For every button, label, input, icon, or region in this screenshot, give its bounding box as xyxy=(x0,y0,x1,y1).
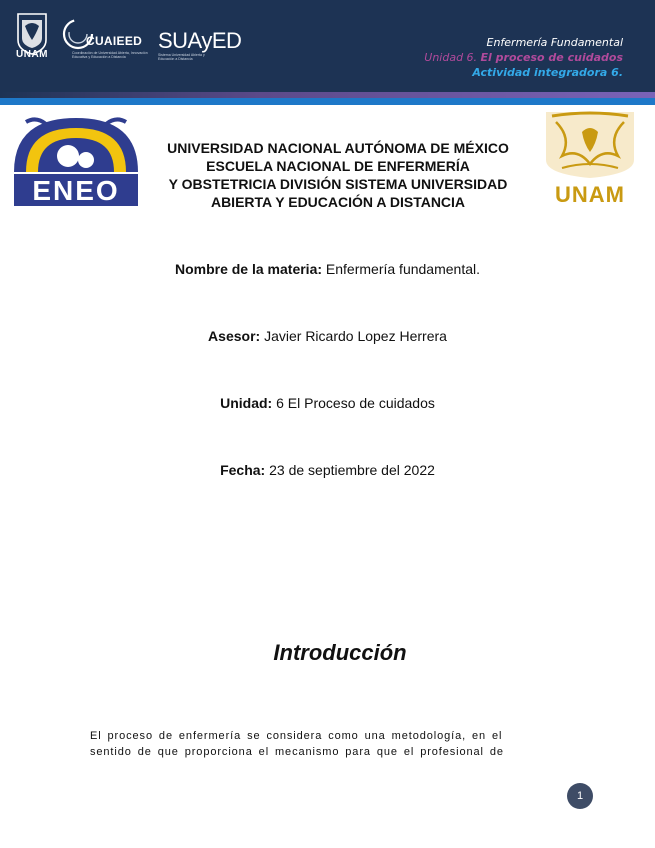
cuaieed-name: CUAIEED xyxy=(86,34,143,48)
intro-paragraph-line-1: El proceso de enfermería se considera como una metodología, en el xyxy=(90,730,503,742)
institution-line-3: Y OBSTETRICIA DIVISIÓN SISTEMA UNIVERSIDAD xyxy=(168,176,508,192)
suayed-name: SUAyED xyxy=(158,28,242,53)
header-unit-name: El proceso de cuidados xyxy=(480,51,623,64)
institution-line-1: UNIVERSIDAD NACIONAL AUTÓNOMA DE MÉXICO xyxy=(167,140,509,156)
field-materia-value: Enfermería fundamental. xyxy=(325,261,481,277)
field-unidad-label: Unidad: xyxy=(220,395,273,411)
cuaieed-subtitle: Coordinación de Universidad Abierta, Innovación Educativa y Educación a Distancia xyxy=(72,51,148,59)
page-number-badge: 1 xyxy=(567,783,593,809)
unam-small-label: UNAM xyxy=(16,49,48,60)
institution-line-2: ESCUELA NACIONAL DE ENFERMERÍA xyxy=(206,158,470,174)
intro-title: Introducción xyxy=(273,640,407,665)
institution-line-4: ABIERTA Y EDUCACIÓN A DISTANCIA xyxy=(210,194,466,210)
field-fecha-label: Fecha: xyxy=(220,462,266,478)
unam-logo-text: UNAM xyxy=(555,182,625,206)
field-materia-label: Nombre de la materia: xyxy=(174,261,323,277)
field-fecha xyxy=(0,462,655,478)
field-fecha-value: 23 de septiembre del 2022 xyxy=(269,462,435,478)
field-materia xyxy=(0,261,655,277)
eneo-logo xyxy=(6,112,146,208)
header-activity: Actividad integradora 6. xyxy=(472,66,623,79)
eneo-logo-text: ENEO xyxy=(32,175,120,206)
field-asesor xyxy=(0,328,655,344)
intro-paragraph-line-2: sentido de que proporciona el mecanismo para que el profesional de xyxy=(90,746,504,758)
field-unidad-value: 6 El Proceso de cuidados xyxy=(276,395,435,411)
unam-crest-logo xyxy=(532,108,648,206)
header-unit-prefix: Unidad 6. xyxy=(424,51,478,64)
header-course: Enfermería Fundamental xyxy=(486,36,623,49)
header-unit xyxy=(424,51,623,64)
institution-title xyxy=(148,139,528,211)
header-stripe-blue xyxy=(0,98,655,105)
field-asesor-label: Asesor: xyxy=(208,328,261,344)
field-unidad xyxy=(0,395,655,411)
field-asesor-value: Javier Ricardo Lopez Herrera xyxy=(264,328,447,344)
suayed-subtitle: Sistema Universidad Abierta y Educación a Distancia xyxy=(158,53,205,61)
